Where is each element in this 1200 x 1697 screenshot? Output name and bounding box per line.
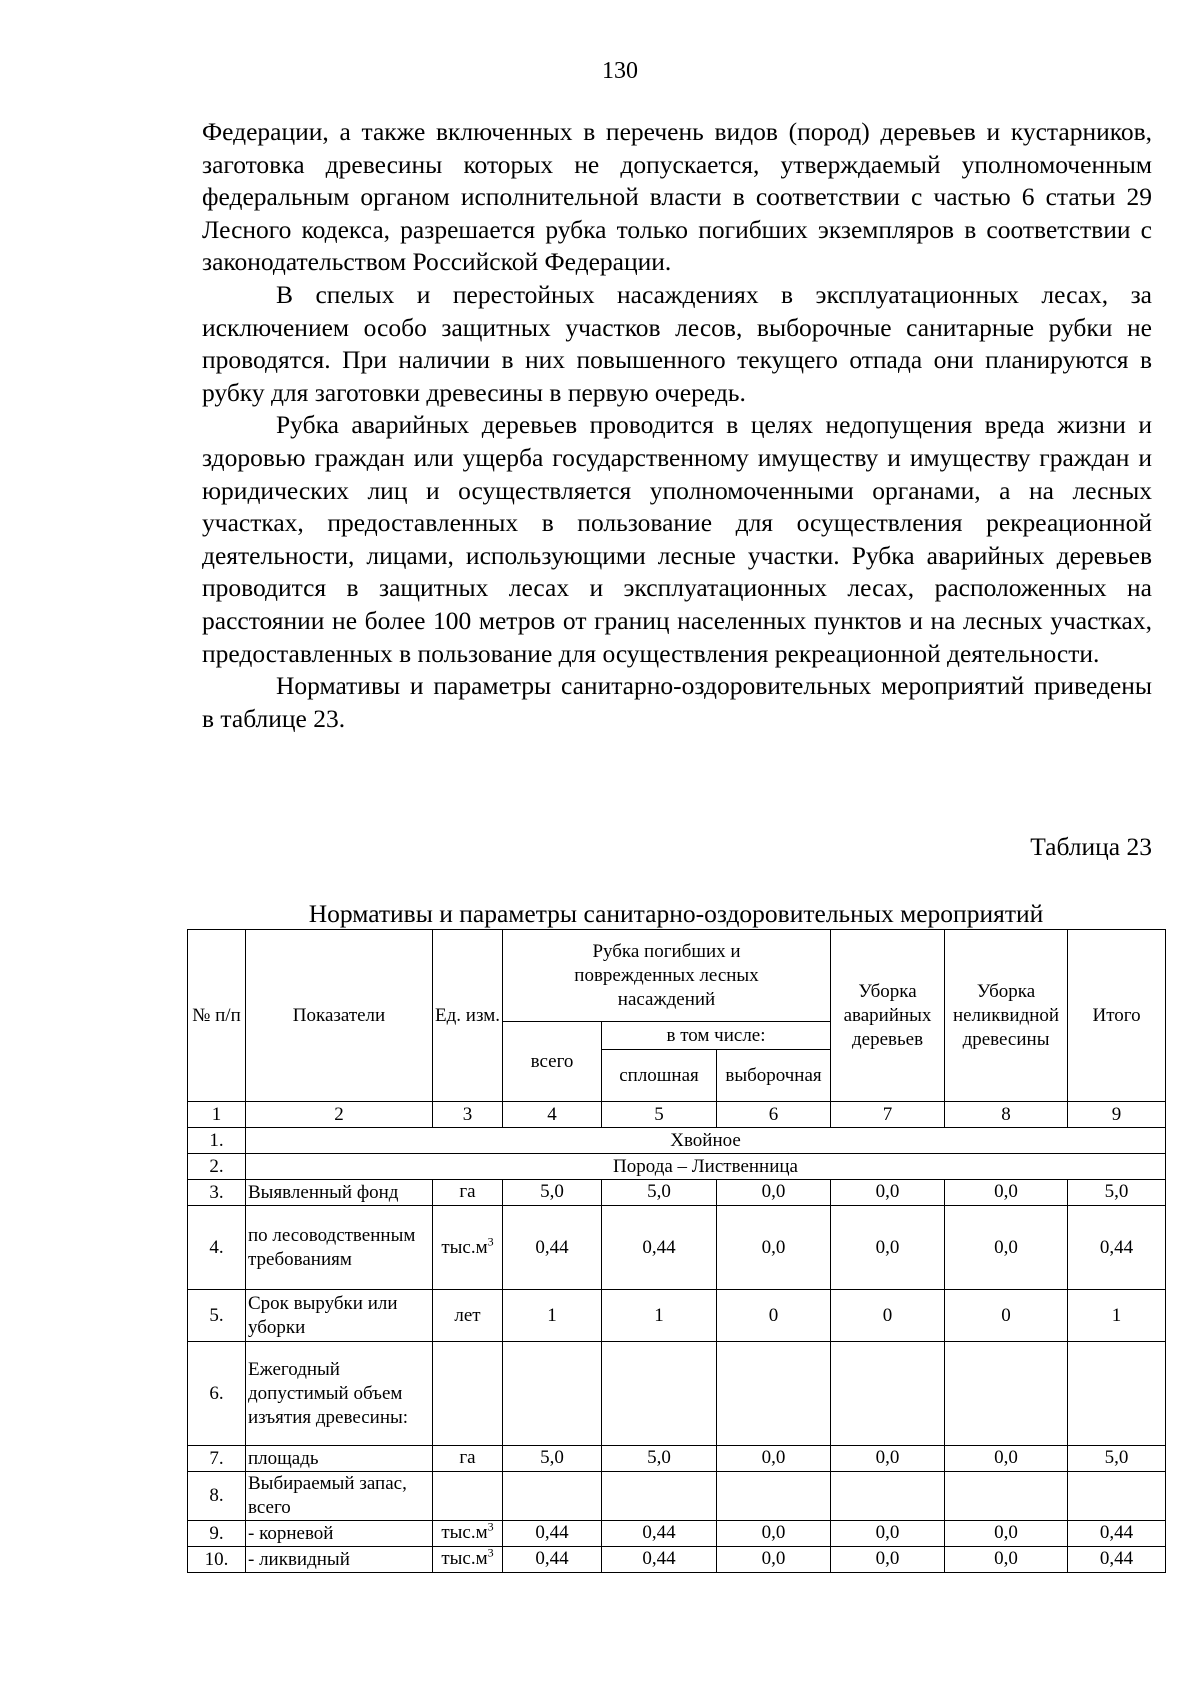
- row-value: 0,0: [717, 1206, 831, 1290]
- row-value: 5,0: [503, 1446, 602, 1472]
- row-indicator: по лесоводственным требованиям: [246, 1206, 433, 1290]
- paragraph: В спелых и перестойных насаждениях в эксплуатационных лесах, за исключением особо защитных участков лесов, выборочные санитарные рубки не проводятся. При наличии в них повышенного текущего отпада они планируются в рубку для заготовки древесины в первую очередь.: [202, 279, 1152, 407]
- unit-text: лет: [454, 1304, 481, 1326]
- row-value: 0,0: [831, 1446, 945, 1472]
- header-indicators: Показатели: [246, 930, 433, 1102]
- row-value: [945, 1342, 1068, 1446]
- header-total-all: всего: [503, 1022, 602, 1102]
- row-indicator: - корневой: [246, 1521, 433, 1547]
- column-number: 8: [945, 1102, 1068, 1128]
- row-value: 1: [503, 1290, 602, 1342]
- row-value: 0,0: [945, 1547, 1068, 1573]
- row-value: 5,0: [1068, 1180, 1166, 1206]
- unit-superscript: 3: [487, 1520, 494, 1534]
- row-unit: [433, 1446, 503, 1472]
- row-number: 7.: [188, 1446, 246, 1472]
- unit-text: тыс.м: [441, 1548, 488, 1569]
- unit-text: га: [459, 1181, 476, 1202]
- row-value: [945, 1472, 1068, 1521]
- column-number: 2: [246, 1102, 433, 1128]
- row-value: 0,0: [945, 1206, 1068, 1290]
- row-value: 0,44: [503, 1547, 602, 1573]
- row-number: 4.: [188, 1206, 246, 1290]
- row-value: [717, 1342, 831, 1446]
- row-number: 1.: [188, 1128, 246, 1154]
- row-value: 0,0: [831, 1547, 945, 1573]
- header-selective: выборочная: [717, 1050, 831, 1102]
- row-value: 0,44: [1068, 1521, 1166, 1547]
- table-row: [188, 1472, 1166, 1521]
- row-value: 0,44: [503, 1206, 602, 1290]
- row-unit: [433, 1206, 503, 1290]
- paragraph: Федерации, а также включенных в перечень видов (пород) деревьев и кустарников, заготовка древесины которых не допускается, утверждаемый уполномоченным федеральным органом исполнительной власти в соответствии с частью 6 статьи 29 Лесного кодекса, разрешается рубка только погибших экземпляров в соответствии с законодательством Российской Федерации.: [202, 117, 1152, 277]
- header-illiquid: Уборка неликвидной древесины: [945, 930, 1068, 1102]
- row-value: 0,44: [1068, 1547, 1166, 1573]
- header-including: в том числе:: [602, 1022, 831, 1050]
- row-number: 5.: [188, 1290, 246, 1342]
- header-sum: Итого: [1068, 930, 1166, 1102]
- row-unit: [433, 1180, 503, 1206]
- paragraph: Рубка аварийных деревьев проводится в целях недопущения вреда жизни и здоровью граждан или ущерба государственному имуществу и имуществу граждан и юридических лиц и осуществляется уполномоченными органами, а на лесных участках, предоставленных в пользование для осуществления рекреационной деятельности, лицами, использующими лесные участки. Рубка аварийных деревьев проводится в защитных лесах и эксплуатационных лесах, расположенных на расстоянии не более 100 метров от границ населенных пунктов и на лесных участках, предоставленных в пользование для осуществления рекреационной деятельности.: [202, 410, 1152, 668]
- table-row: [188, 1547, 1166, 1573]
- row-value: 0,0: [717, 1521, 831, 1547]
- unit-text: тыс.м: [441, 1236, 488, 1258]
- table-title: Нормативы и параметры санитарно-оздоровительных мероприятий: [308, 899, 1044, 928]
- table-row: [188, 1206, 1166, 1290]
- group-label: Хвойное: [246, 1128, 1166, 1154]
- header-clear: сплошная: [602, 1050, 717, 1102]
- row-value: 5,0: [602, 1446, 717, 1472]
- row-value: 0,0: [945, 1521, 1068, 1547]
- row-indicator: площадь: [246, 1446, 433, 1472]
- table-row: [188, 1521, 1166, 1547]
- row-value: [602, 1342, 717, 1446]
- row-value: 0,0: [717, 1446, 831, 1472]
- column-number: 7: [831, 1102, 945, 1128]
- group-label: Порода – Лиственница: [246, 1154, 1166, 1180]
- row-value: 1: [602, 1290, 717, 1342]
- row-unit: [433, 1472, 503, 1521]
- unit-text: тыс.м: [441, 1522, 488, 1543]
- header-felling-group: Рубка погибших и поврежденных лесных насаждений: [503, 930, 831, 1022]
- row-value: 0: [831, 1290, 945, 1342]
- page-number: 130: [602, 58, 638, 84]
- table-label: Таблица 23: [1030, 832, 1152, 861]
- row-number: 2.: [188, 1154, 246, 1180]
- row-value: [602, 1472, 717, 1521]
- row-value: [1068, 1342, 1166, 1446]
- header-num: № п/п: [188, 930, 246, 1102]
- row-unit: [433, 1342, 503, 1446]
- row-number: 9.: [188, 1521, 246, 1547]
- row-unit: [433, 1521, 503, 1547]
- column-number: 6: [717, 1102, 831, 1128]
- row-value: [717, 1472, 831, 1521]
- row-number: 6.: [188, 1342, 246, 1446]
- row-value: 0,0: [717, 1547, 831, 1573]
- row-indicator: Выявленный фонд: [246, 1180, 433, 1206]
- column-number: 1: [188, 1102, 246, 1128]
- row-unit: [433, 1547, 503, 1573]
- row-value: [503, 1472, 602, 1521]
- column-number: 4: [503, 1102, 602, 1128]
- row-value: [503, 1342, 602, 1446]
- table-row: [188, 1342, 1166, 1446]
- row-number: 10.: [188, 1547, 246, 1573]
- row-value: 5,0: [503, 1180, 602, 1206]
- group-row: [188, 1128, 1166, 1154]
- row-value: 5,0: [602, 1180, 717, 1206]
- row-value: 0,44: [602, 1206, 717, 1290]
- row-value: 0,0: [831, 1206, 945, 1290]
- group-row: [188, 1154, 1166, 1180]
- row-value: 0,44: [602, 1521, 717, 1547]
- row-value: 5,0: [1068, 1446, 1166, 1472]
- column-number: 3: [433, 1102, 503, 1128]
- header-emergency: Уборка аварийных деревьев: [831, 930, 945, 1102]
- row-value: 0: [717, 1290, 831, 1342]
- row-value: 0,0: [717, 1180, 831, 1206]
- unit-superscript: 3: [487, 1546, 494, 1560]
- body-text: [202, 116, 1152, 735]
- row-value: 1: [1068, 1290, 1166, 1342]
- row-value: 0,0: [945, 1446, 1068, 1472]
- row-indicator: Выбираемый запас, всего: [246, 1472, 433, 1521]
- row-value: 0,44: [602, 1547, 717, 1573]
- row-value: [831, 1342, 945, 1446]
- row-indicator: - ликвидный: [246, 1547, 433, 1573]
- row-unit: [433, 1290, 503, 1342]
- table-row: [188, 1446, 1166, 1472]
- row-value: 0,0: [831, 1521, 945, 1547]
- row-value: [1068, 1472, 1166, 1521]
- row-value: 0,0: [945, 1180, 1068, 1206]
- paragraph: Нормативы и параметры санитарно-оздоровительных мероприятий приведены в таблице 23.: [202, 671, 1152, 733]
- row-value: 0,44: [1068, 1206, 1166, 1290]
- row-value: [831, 1472, 945, 1521]
- row-number: 8.: [188, 1472, 246, 1521]
- row-indicator: Срок вырубки или уборки: [246, 1290, 433, 1342]
- row-value: 0: [945, 1290, 1068, 1342]
- column-number: 9: [1068, 1102, 1166, 1128]
- table-row: [188, 1290, 1166, 1342]
- unit-text: га: [459, 1447, 476, 1468]
- row-value: 0,0: [831, 1180, 945, 1206]
- row-value: 0,44: [503, 1521, 602, 1547]
- header-unit: Ед. изм.: [433, 930, 503, 1102]
- row-number: 3.: [188, 1180, 246, 1206]
- column-number-row: [188, 1102, 1166, 1128]
- column-number: 5: [602, 1102, 717, 1128]
- data-table: [187, 929, 1166, 1573]
- table-row: [188, 1180, 1166, 1206]
- row-indicator: Ежегодный допустимый объем изъятия древесины:: [246, 1342, 433, 1446]
- unit-superscript: 3: [487, 1234, 494, 1249]
